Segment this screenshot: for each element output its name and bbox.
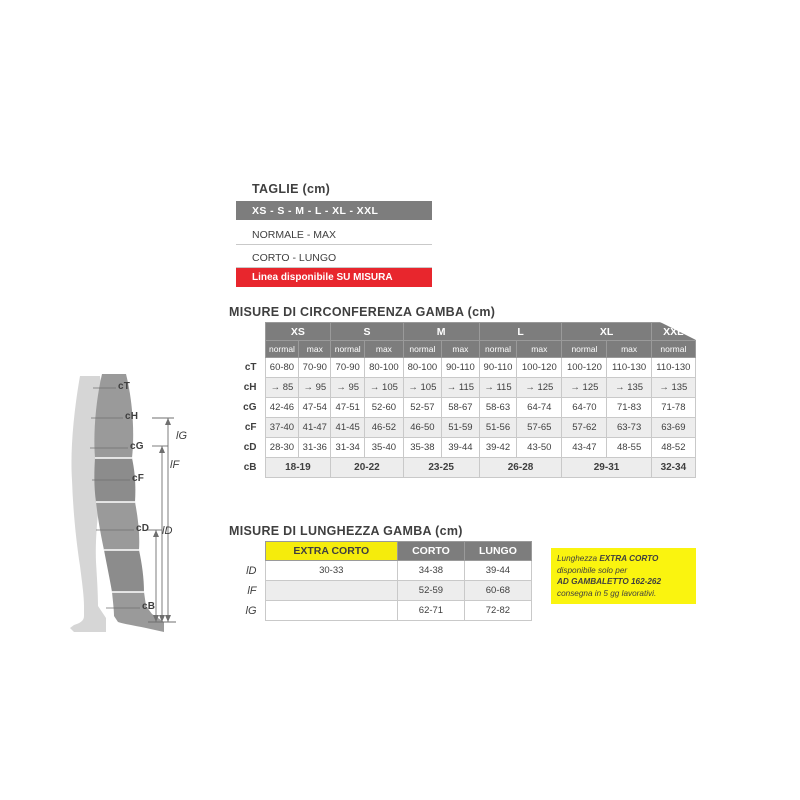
corner-cell bbox=[229, 323, 265, 341]
cell: 72-82 bbox=[464, 601, 531, 621]
cell: 46-50 bbox=[403, 418, 441, 438]
cell: 110-130 bbox=[651, 358, 695, 378]
circumference-table bbox=[229, 322, 696, 478]
cell: 63-69 bbox=[651, 418, 695, 438]
cell: 71-83 bbox=[607, 398, 651, 418]
cell: 48-55 bbox=[607, 438, 651, 458]
size-header-xxl: XXL bbox=[651, 323, 695, 341]
row-label-cT: cT bbox=[229, 358, 265, 378]
cell: 60-68 bbox=[464, 581, 531, 601]
cell: 31-34 bbox=[331, 438, 365, 458]
cell: 28-30 bbox=[265, 438, 299, 458]
cell: 51-56 bbox=[479, 418, 517, 438]
sub-l-max: max bbox=[517, 341, 562, 358]
cell: 41-45 bbox=[331, 418, 365, 438]
sub-xs-normal: normal bbox=[265, 341, 299, 358]
row-label-cF: cF bbox=[229, 418, 265, 438]
cell: 43-50 bbox=[517, 438, 562, 458]
cell: 57-62 bbox=[562, 418, 607, 438]
sub-l-normal: normal bbox=[479, 341, 517, 358]
sub-xxl-normal: normal bbox=[651, 341, 695, 358]
cell: 64-70 bbox=[562, 398, 607, 418]
taglie-su-misura-banner: Linea disponibile SU MISURA bbox=[236, 268, 432, 287]
row-label-lD: lD bbox=[229, 561, 265, 581]
sub-xl-normal: normal bbox=[562, 341, 607, 358]
cell: → 135 bbox=[651, 378, 695, 398]
table-row bbox=[229, 458, 696, 478]
cell: → 95 bbox=[331, 378, 365, 398]
cell: 39-44 bbox=[442, 438, 480, 458]
cell: 18-19 bbox=[265, 458, 331, 478]
table-row bbox=[229, 581, 532, 601]
cell: 70-90 bbox=[299, 358, 331, 378]
cell: → 115 bbox=[442, 378, 480, 398]
taglie-normale-max-row: NORMALE - MAX bbox=[236, 226, 432, 245]
cell: 37-40 bbox=[265, 418, 299, 438]
cell: → 125 bbox=[517, 378, 562, 398]
cell: 80-100 bbox=[403, 358, 441, 378]
label-cF: cF bbox=[132, 473, 145, 484]
table-row bbox=[229, 378, 696, 398]
cell: → 105 bbox=[365, 378, 403, 398]
note-line1-pre: Lunghezza bbox=[557, 554, 600, 563]
cell: 35-40 bbox=[365, 438, 403, 458]
cell: 58-63 bbox=[479, 398, 517, 418]
table-row bbox=[229, 358, 696, 378]
cell: 23-25 bbox=[403, 458, 479, 478]
cell: → 115 bbox=[479, 378, 517, 398]
row-label-cH: cH bbox=[229, 378, 265, 398]
cell: 64-74 bbox=[517, 398, 562, 418]
cell: 43-47 bbox=[562, 438, 607, 458]
cell: 52-60 bbox=[365, 398, 403, 418]
cell: 90-110 bbox=[479, 358, 517, 378]
taglie-corto-lungo-row: CORTO - LUNGO bbox=[236, 249, 432, 268]
cell: 57-65 bbox=[517, 418, 562, 438]
cell: 47-51 bbox=[331, 398, 365, 418]
cell: 60-80 bbox=[265, 358, 299, 378]
length-table bbox=[229, 541, 532, 621]
extra-corto-note bbox=[551, 548, 696, 604]
label-cB: cB bbox=[142, 601, 156, 612]
sub-m-max: max bbox=[442, 341, 480, 358]
cell: 100-120 bbox=[517, 358, 562, 378]
cell: 39-44 bbox=[464, 561, 531, 581]
label-lG: lG bbox=[176, 430, 187, 442]
cell: → 125 bbox=[562, 378, 607, 398]
size-header-m: M bbox=[403, 323, 479, 341]
cell: 80-100 bbox=[365, 358, 403, 378]
table-row bbox=[229, 398, 696, 418]
leg-illustration bbox=[40, 370, 225, 640]
circumference-size-header-row bbox=[229, 323, 696, 341]
sub-xs-max: max bbox=[299, 341, 331, 358]
row-label-cG: cG bbox=[229, 398, 265, 418]
table-row bbox=[229, 418, 696, 438]
cell: 39-42 bbox=[479, 438, 517, 458]
cell: → 135 bbox=[607, 378, 651, 398]
table-row bbox=[229, 601, 532, 621]
length-header-row bbox=[229, 542, 532, 561]
cell: → 105 bbox=[403, 378, 441, 398]
size-header-s: S bbox=[331, 323, 403, 341]
length-title: MISURE DI LUNGHEZZA GAMBA (cm) bbox=[229, 524, 463, 538]
cell: 26-28 bbox=[479, 458, 562, 478]
cell bbox=[265, 581, 398, 601]
sub-s-normal: normal bbox=[331, 341, 365, 358]
row-label-lG: lG bbox=[229, 601, 265, 621]
cell bbox=[265, 601, 398, 621]
cell: 48-52 bbox=[651, 438, 695, 458]
corner-cell-2 bbox=[229, 341, 265, 358]
note-line4: consegna in 5 gg lavorativi. bbox=[557, 588, 657, 598]
cell: 41-47 bbox=[299, 418, 331, 438]
table-row bbox=[229, 438, 696, 458]
header-corner-cut bbox=[660, 322, 696, 340]
cell: 63-73 bbox=[607, 418, 651, 438]
cell: 42-46 bbox=[265, 398, 299, 418]
note-line1-bold: EXTRA CORTO bbox=[599, 554, 659, 563]
size-header-xl: XL bbox=[562, 323, 651, 341]
cell: 110-130 bbox=[607, 358, 651, 378]
cell: 70-90 bbox=[331, 358, 365, 378]
size-header-xs: XS bbox=[265, 323, 331, 341]
cell: 20-22 bbox=[331, 458, 403, 478]
cell: 47-54 bbox=[299, 398, 331, 418]
cell: 31-36 bbox=[299, 438, 331, 458]
cell: 90-110 bbox=[442, 358, 480, 378]
label-cG: cG bbox=[130, 441, 144, 452]
cell: 34-38 bbox=[398, 561, 465, 581]
sub-m-normal: normal bbox=[403, 341, 441, 358]
cell: → 95 bbox=[299, 378, 331, 398]
row-label-lF: lF bbox=[229, 581, 265, 601]
cell: 52-59 bbox=[398, 581, 465, 601]
cell: 30-33 bbox=[265, 561, 398, 581]
length-header-lungo: LUNGO bbox=[464, 542, 531, 561]
cell: 32-34 bbox=[651, 458, 695, 478]
label-cD: cD bbox=[136, 523, 150, 534]
sub-xl-max: max bbox=[607, 341, 651, 358]
cell: 46-52 bbox=[365, 418, 403, 438]
length-header-corto: CORTO bbox=[398, 542, 465, 561]
size-header-l: L bbox=[479, 323, 562, 341]
cell: 71-78 bbox=[651, 398, 695, 418]
note-line3-bold: AD GAMBALETTO 162-262 bbox=[557, 577, 662, 586]
row-label-cB: cB bbox=[229, 458, 265, 478]
row-label-cD: cD bbox=[229, 438, 265, 458]
cell: 52-57 bbox=[403, 398, 441, 418]
cell: → 85 bbox=[265, 378, 299, 398]
length-header-extra-corto: EXTRA CORTO bbox=[265, 542, 398, 561]
table-row bbox=[229, 561, 532, 581]
label-cH: cH bbox=[125, 411, 139, 422]
taglie-sizes-row: XS - S - M - L - XL - XXL bbox=[236, 201, 432, 220]
note-line2: disponibile solo per bbox=[557, 565, 628, 575]
cell: 100-120 bbox=[562, 358, 607, 378]
corner-cell-3 bbox=[229, 542, 265, 561]
taglie-title: TAGLIE (cm) bbox=[252, 182, 331, 196]
cell: 62-71 bbox=[398, 601, 465, 621]
circumference-sub-header-row bbox=[229, 341, 696, 358]
label-cT: cT bbox=[118, 381, 131, 392]
cell: 58-67 bbox=[442, 398, 480, 418]
label-lD: lD bbox=[162, 525, 173, 537]
cell: 51-59 bbox=[442, 418, 480, 438]
label-lF: lF bbox=[170, 459, 180, 471]
circumference-title: MISURE DI CIRCONFERENZA GAMBA (cm) bbox=[229, 305, 496, 319]
cell: 29-31 bbox=[562, 458, 651, 478]
cell: 35-38 bbox=[403, 438, 441, 458]
sub-s-max: max bbox=[365, 341, 403, 358]
